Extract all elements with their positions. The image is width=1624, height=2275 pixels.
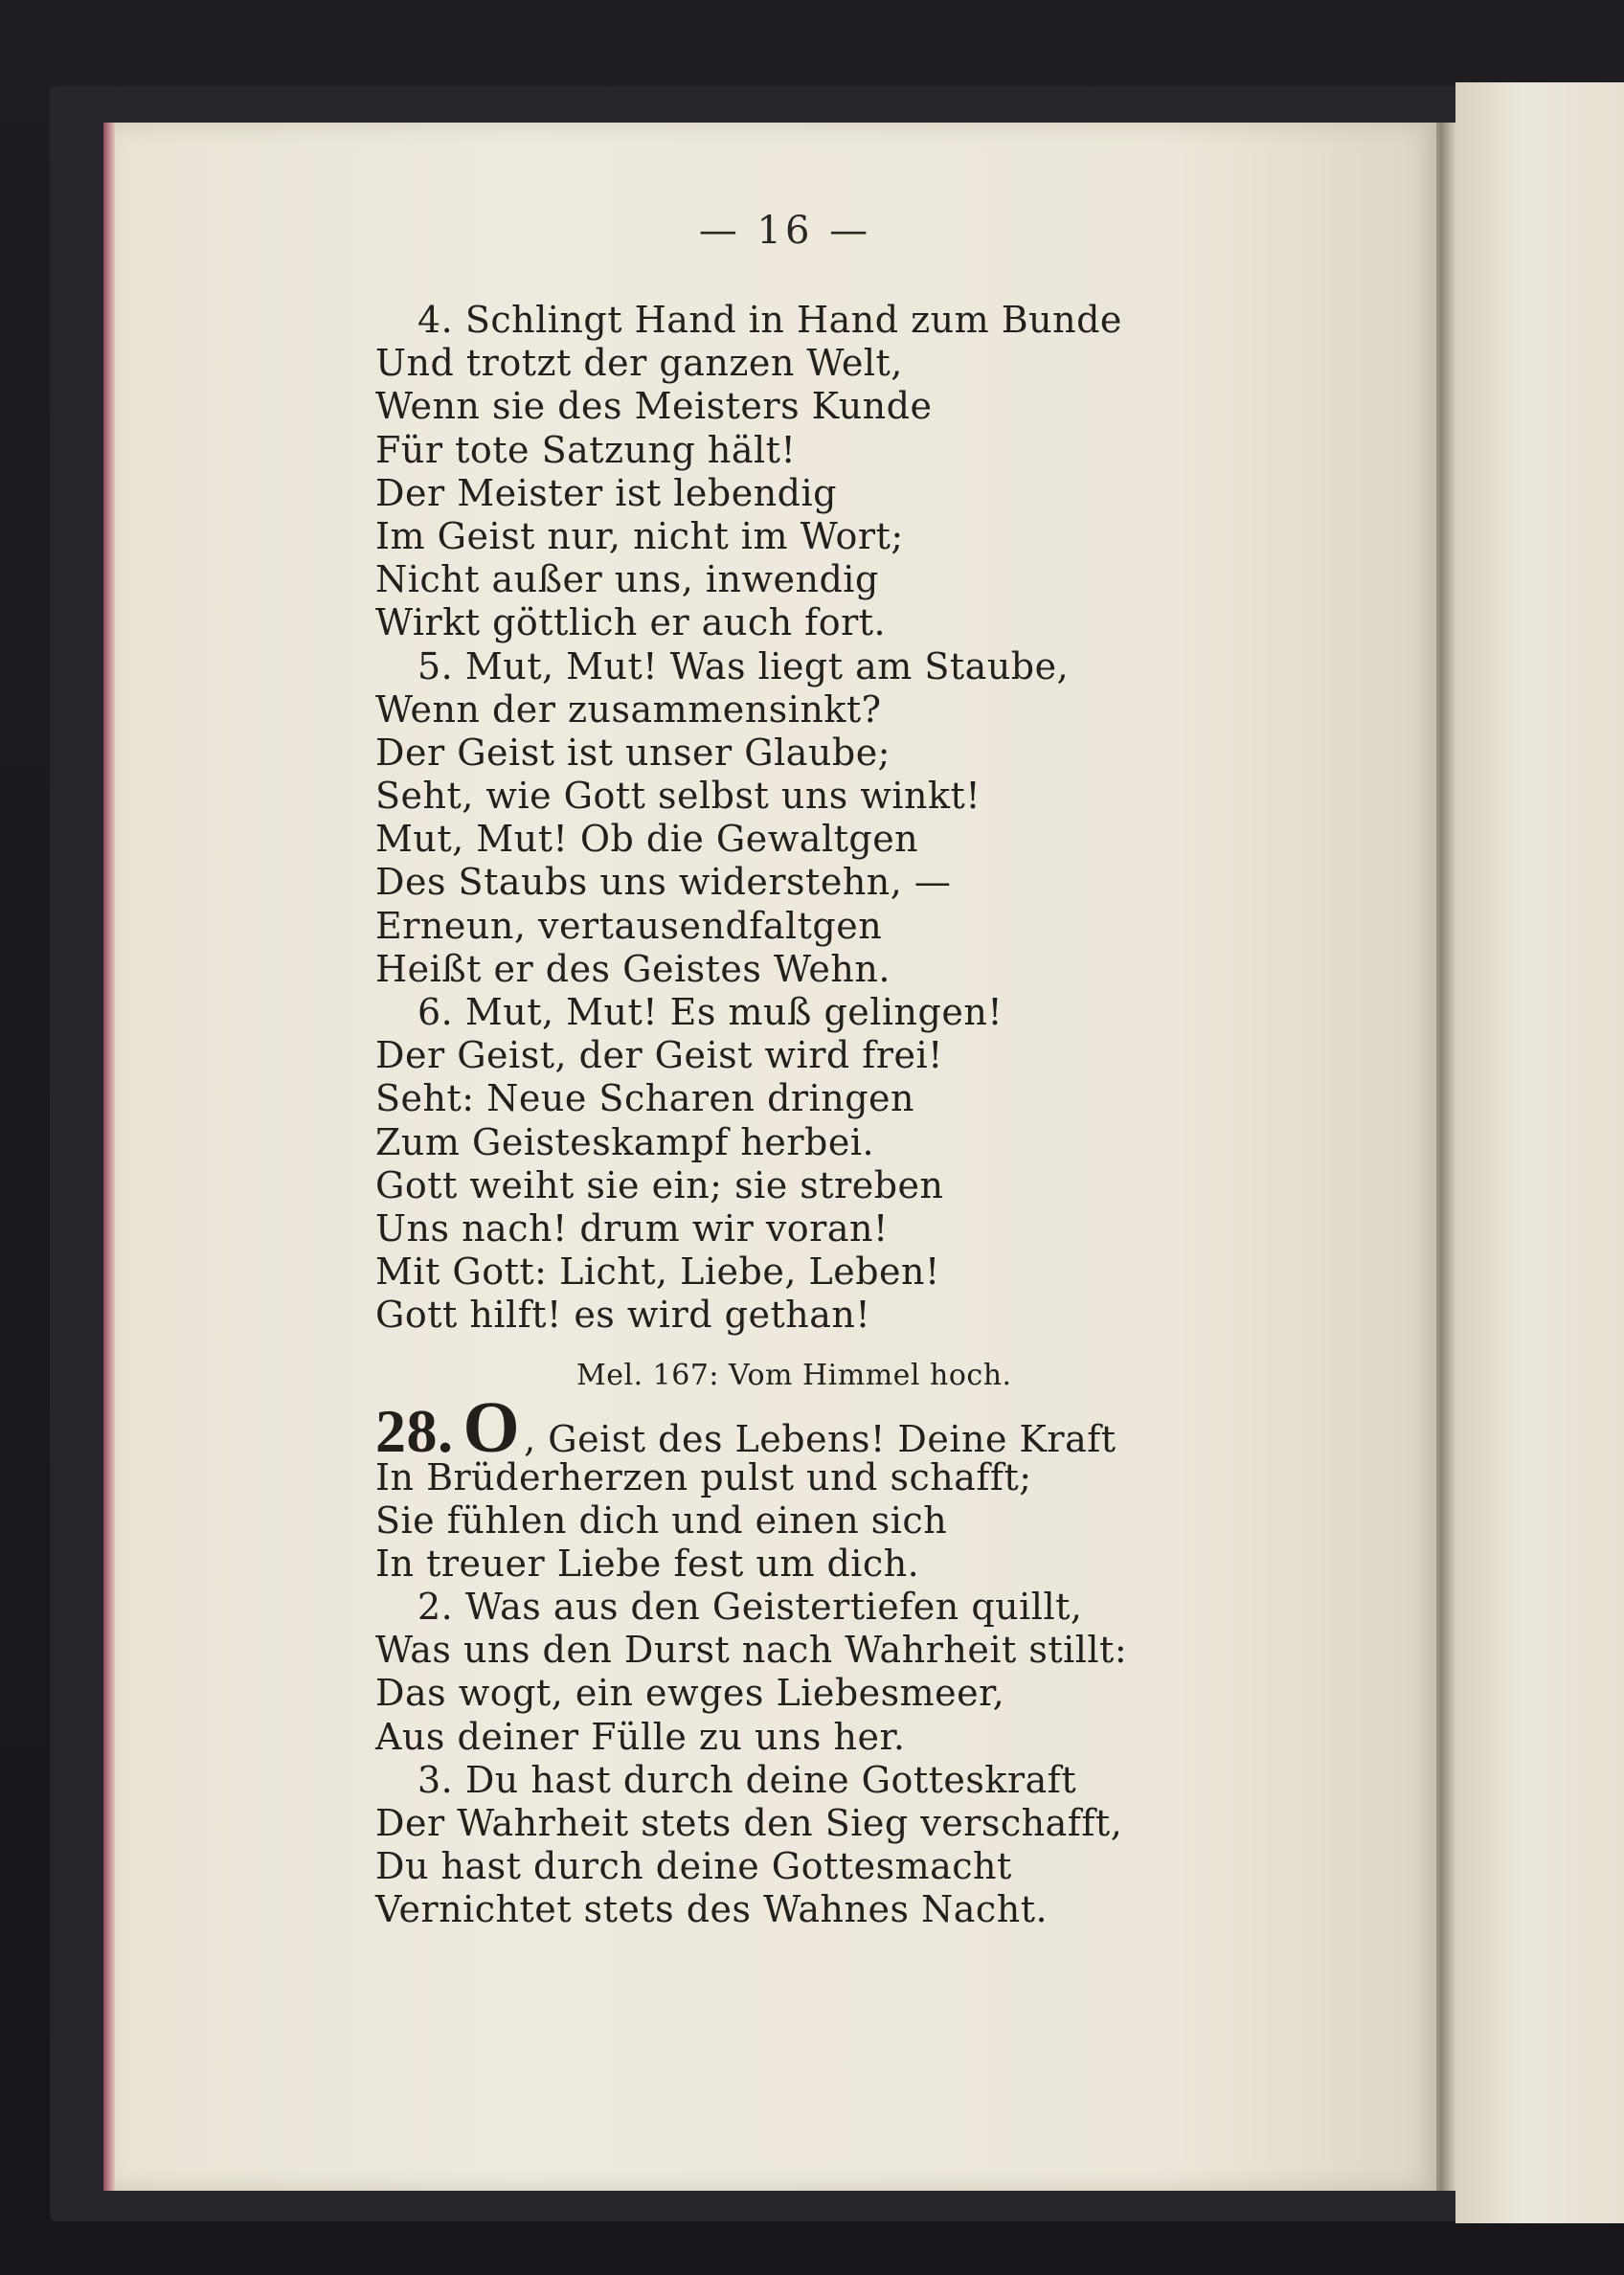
verse-line: Der Meister ist lebendig: [375, 471, 837, 514]
drop-initial: O: [462, 1386, 521, 1468]
page-number: — 16 —: [698, 209, 872, 253]
verse-line: Und trotzt der ganzen Welt,: [375, 342, 903, 385]
verse-line: Das wogt, ein ewges Liebesmeer,: [375, 1672, 1005, 1715]
verse-line: Was uns den Durst nach Wahrheit stillt:: [375, 1629, 1128, 1672]
verse-line: Des Staubs uns widerstehn, —: [375, 861, 952, 904]
melody-reference: Mel. 167: Vom Himmel hoch.: [576, 1358, 1012, 1392]
verse-line: Wirkt göttlich er auch fort.: [375, 601, 887, 644]
verse-line: Zum Geisteskampf herbei.: [375, 1120, 875, 1163]
verse-line: 2. Was aus den Geistertiefen quillt,: [417, 1586, 1083, 1629]
hymn-first-line: [375, 1386, 1429, 1468]
verse-line: Der Geist, der Geist wird frei!: [375, 1034, 943, 1077]
hymn-number: 28.: [375, 1396, 454, 1465]
verse-line: Aus deiner Fülle zu uns her.: [375, 1715, 906, 1758]
verse-line: 4. Schlingt Hand in Hand zum Bunde: [417, 299, 1122, 341]
verse-line: Heißt er des Geistes Wehn.: [375, 947, 891, 990]
verse-line: Vernichtet stets des Wahnes Nacht.: [375, 1888, 1049, 1931]
verse-line: Wenn sie des Meisters Kunde: [375, 385, 933, 428]
verse-line: Wenn der zusammensinkt?: [375, 687, 882, 731]
verse-line: Gott hilft! es wird gethan!: [375, 1294, 871, 1337]
verse-line: 6. Mut, Mut! Es muß gelingen!: [417, 991, 1004, 1033]
verse-line: Du hast durch deine Gottesmacht: [375, 1845, 1012, 1888]
verse-line: Für tote Satzung hält!: [375, 428, 797, 471]
verse-line: Der Geist ist unser Glaube;: [375, 731, 891, 774]
verse-line: 3. Du hast durch deine Gotteskraft: [417, 1758, 1077, 1801]
verse-line: Im Geist nur, nicht im Wort;: [375, 514, 904, 557]
verse-line: Der Wahrheit stets den Sieg verschafft,: [375, 1802, 1123, 1844]
verse-line: Nicht außer uns, inwendig: [375, 558, 879, 601]
verse-line: Uns nach! drum wir voran!: [375, 1206, 889, 1250]
verse-line: Seht, wie Gott selbst uns winkt!: [375, 775, 981, 818]
verse-line: In treuer Liebe fest um dich.: [375, 1542, 920, 1585]
verse-line: Mit Gott: Licht, Liebe, Leben!: [375, 1250, 940, 1294]
facing-page: [1455, 82, 1624, 2223]
verse-line: Sie fühlen dich und einen sich: [375, 1498, 948, 1542]
verse-line: Erneun, vertausendfaltgen: [375, 904, 883, 947]
verse-line: 5. Mut, Mut! Was liegt am Staube,: [417, 644, 1070, 687]
verse-line: Gott weiht sie ein; sie streben: [375, 1163, 944, 1206]
verse-line: , Geist des Lebens! Deine Kraft: [524, 1417, 1116, 1460]
hymn-text: [375, 299, 1429, 1932]
verse-line: Seht: Neue Scharen dringen: [375, 1077, 914, 1120]
verse-line: In Brüderherzen pulst und schafft;: [375, 1455, 1032, 1498]
verse-line: Mut, Mut! Ob die Gewaltgen: [375, 818, 919, 861]
